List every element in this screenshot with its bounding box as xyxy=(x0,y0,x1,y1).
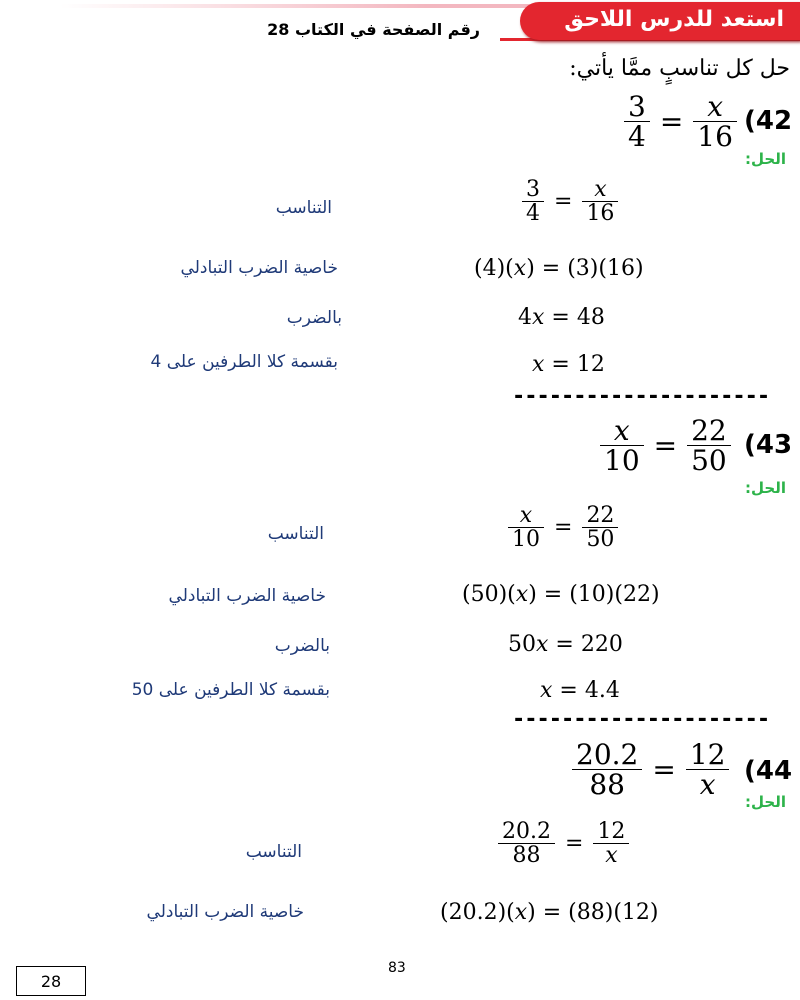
p43-step-cross: (50)(x) = (10)(22) xyxy=(462,582,660,607)
book-page-box xyxy=(16,966,86,996)
problem-number-43: (43 xyxy=(744,430,793,460)
p42-reason-multiply: بالضرب xyxy=(286,308,342,328)
problem-44-statement: $\frac{20.2}{88}$ = $\frac{12}{x}$ xyxy=(568,740,733,800)
separator-2: --------------------- xyxy=(512,707,770,732)
p42-reason-divide: بقسمة كلا الطرفين على 4 xyxy=(150,352,338,372)
p43-step-proportion: $\frac{x}{10}$ = $\frac{22}{50}$ xyxy=(504,504,622,551)
p43-reason-cross: خاصية الضرب التبادلي xyxy=(168,586,326,606)
book-page-ref xyxy=(267,20,480,39)
page-ref-number: 28 xyxy=(267,20,290,39)
p44-reason-cross: خاصية الضرب التبادلي xyxy=(146,902,304,922)
instruction-text: حل كل تناسبٍ ممَّا يأتي: xyxy=(569,56,790,81)
p42-step-result: x = 12 xyxy=(532,352,605,377)
solution-label-43: الحل: xyxy=(745,479,786,497)
page-number: 83 xyxy=(388,960,406,976)
problem-number-42: (42 xyxy=(744,106,793,136)
problem-42-statement: $\frac{3}{4}$ = $\frac{x}{16}$ xyxy=(620,92,741,152)
problem-number-44: (44 xyxy=(744,756,793,786)
p43-reason-divide: بقسمة كلا الطرفين على 50 xyxy=(131,680,330,700)
solution-label-42: الحل: xyxy=(745,150,786,168)
fraction-lhs: $\frac{3}{4}$ xyxy=(624,92,650,152)
p42-step-proportion: $\frac{3}{4}$ = $\frac{x}{16}$ xyxy=(518,178,622,225)
p43-step-result: x = 4.4 xyxy=(540,678,620,703)
problem-43-statement: $\frac{x}{10}$ = $\frac{22}{50}$ xyxy=(596,416,735,476)
p42-reason-proportion: التناسب xyxy=(275,198,332,218)
separator-1: --------------------- xyxy=(512,384,770,409)
banner-title: استعد للدرس اللاحق xyxy=(564,7,784,32)
p43-step-multiply: 50x = 220 xyxy=(508,632,623,657)
p43-reason-multiply: بالضرب xyxy=(274,636,330,656)
p44-step-proportion: $\frac{20.2}{88}$ = $\frac{12}{x}$ xyxy=(494,820,633,867)
lesson-banner xyxy=(520,2,800,40)
p43-reason-proportion: التناسب xyxy=(267,524,324,544)
p42-reason-cross: خاصية الضرب التبادلي xyxy=(180,258,338,278)
solution-label-44: الحل: xyxy=(745,793,786,811)
book-page-box-number: 28 xyxy=(40,972,62,991)
fraction-rhs: $\frac{x}{16}$ xyxy=(693,92,737,152)
p44-reason-proportion: التناسب xyxy=(245,842,302,862)
p44-step-cross: (20.2)(x) = (88)(12) xyxy=(440,900,659,925)
p42-step-cross: (4)(x) = (3)(16) xyxy=(474,256,644,281)
page-ref-label: رقم الصفحة في الكتاب xyxy=(294,20,480,39)
p42-step-multiply: 4x = 48 xyxy=(518,305,605,330)
